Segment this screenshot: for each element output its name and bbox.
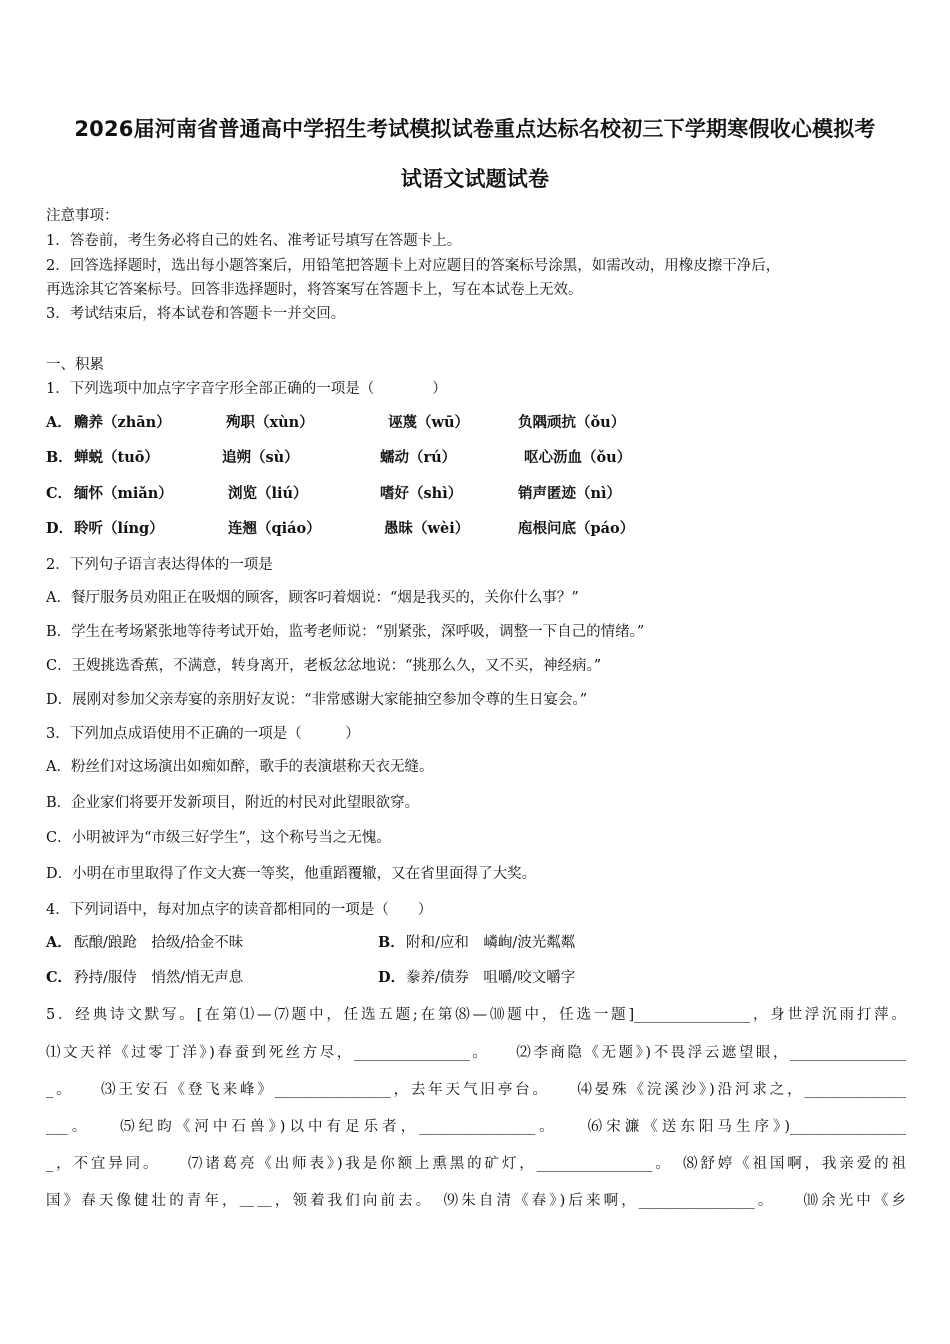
option-cell: 诬蔑（wū） [388,414,470,431]
option-label: D． [378,969,406,986]
option-cell: 蝉蜕（tuō） [74,449,159,466]
notice-item: 再选涂其它答案标号。回答非选择题时，将答案写在答题卡上，写在本试卷上无效。 [46,282,583,298]
question-5-line: ___。 ⑸纪昀《河中石兽》)以中有足乐者，________________。 ⑹宋濂《送东阳马生序》)________________ [46,1119,906,1135]
question-3-stem: 3．下列加点成语使用不正确的一项是（ ） [46,726,360,742]
option-text: 附和/应和 嶙峋/波光粼粼 [406,935,576,951]
option-cell: 负隅顽抗（ǒu） [518,414,626,431]
question-2-option-c: C．王嫂挑选香蕉，不满意，转身离开，老板忿忿地说：“挑那么久，又不买，神经病。” [46,658,602,674]
option-label: B． [378,934,405,951]
option-label: D． [46,520,74,537]
question-3-option-d: D．小明在市里取得了作文大赛一等奖，他重蹈覆辙，又在省里面得了大奖。 [46,866,537,882]
question-3-option-c: C．小明被评为“市级三好学生”，这个称号当之无愧。 [46,830,391,846]
option-label: A． [46,934,72,951]
option-cell: 缅怀（miǎn） [74,485,173,502]
option-cell: 追朔（sù） [222,449,299,466]
question-2-option-b: B．学生在考场紧张地等待考试开始，监考老师说：“别紧张，深呼吸，调整一下自己的情绪。” [46,624,645,640]
question-4-stem: 4．下列词语中，每对加点字的读音都相同的一项是（ ） [46,902,433,918]
option-cell: 殉职（xùn） [226,414,314,431]
option-text: 酝酿/踉跄 拾级/拾金不昧 [74,935,244,951]
question-5-line: 国》春天像健壮的青年，＿＿，领着我们向前去。 ⑼朱自清《春》)后来啊，________________。 ⑽余光中《乡 [46,1193,906,1209]
question-2-option-a: A．餐厅服务员劝阻正在吸烟的顾客，顾客叼着烟说：“烟是我买的，关你什么事？” [46,590,579,606]
option-cell: 呕心沥血（ǒu） [524,449,632,466]
option-label: C． [46,485,73,502]
option-cell: 嗜好（shì） [380,485,463,502]
notice-item: 1．答卷前，考生务必将自己的姓名、准考证号填写在答题卡上。 [46,233,462,249]
option-label: B． [46,449,73,466]
notice-item: 2．回答选择题时，选出每小题答案后，用铅笔把答题卡上对应题目的答案标号涂黑，如需改动，用橡皮擦干净后， [46,258,781,274]
option-cell: 赡养（zhān） [74,414,171,431]
page-title-continued: 试语文试题试卷 [400,167,550,191]
question-5-line: ⑴文天祥《过零丁洋》)春蚕到死丝方尽，________________。 ⑵李商隐《无题》)不畏浮云遮望眼，________________ [46,1045,906,1061]
option-cell: 聆听（líng） [74,520,164,537]
question-2-option-d: D．展刚对参加父亲寿宴的亲朋好友说：“非常感谢大家能抽空参加令尊的生日宴会。” [46,692,588,708]
question-2-stem: 2．下列句子语言表达得体的一项是 [46,557,273,573]
section-heading: 一、积累 [46,357,104,373]
option-cell: 蠕动（rú） [380,449,457,466]
option-cell: 连翘（qiáo） [228,520,321,537]
option-text: 豢养/债券 咀嚼/咬文嚼字 [406,970,576,986]
question-5-line: _。 ⑶王安石《登飞来峰》________________，去年天气旧亭台。 ⑷晏殊《浣溪沙》)沿河求之，______________ [46,1082,906,1098]
question-5-line: 5．经典诗文默写。[在第⑴—⑺题中，任选五题;在第⑻—⑽题中，任选一题]________________，身世浮沉雨打萍。 [46,1007,906,1023]
option-cell: 销声匿迹（nì） [518,485,622,502]
option-cell: 庖根问底（páo） [518,520,635,537]
option-cell: 浏览（liú） [228,485,308,502]
option-cell: 愚昧（wèi） [384,520,470,537]
question-1-stem: 1．下列选项中加点字字音字形全部正确的一项是（ ） [46,381,447,397]
notice-item: 3．考试结束后，将本试卷和答题卡一并交回。 [46,306,346,322]
question-5-line: _，不宜异同。 ⑺诸葛亮《出师表》)我是你额上熏黑的矿灯，________________。 ⑻舒婷《祖国啊，我亲爱的祖 [46,1156,906,1172]
page-title: 2026届河南省普通高中学招生考试模拟试卷重点达标名校初三下学期寒假收心模拟考 [74,117,876,141]
question-3-option-a: A．粉丝们对这场演出如痴如醉，歌手的表演堪称天衣无缝。 [46,759,434,775]
question-3-option-b: B．企业家们将要开发新项目，附近的村民对此望眼欲穿。 [46,795,420,811]
notice-heading: 注意事项： [46,208,119,224]
option-label: C． [46,969,73,986]
option-text: 矜持/服侍 悄然/悄无声息 [74,970,244,986]
option-label: A． [46,414,72,431]
